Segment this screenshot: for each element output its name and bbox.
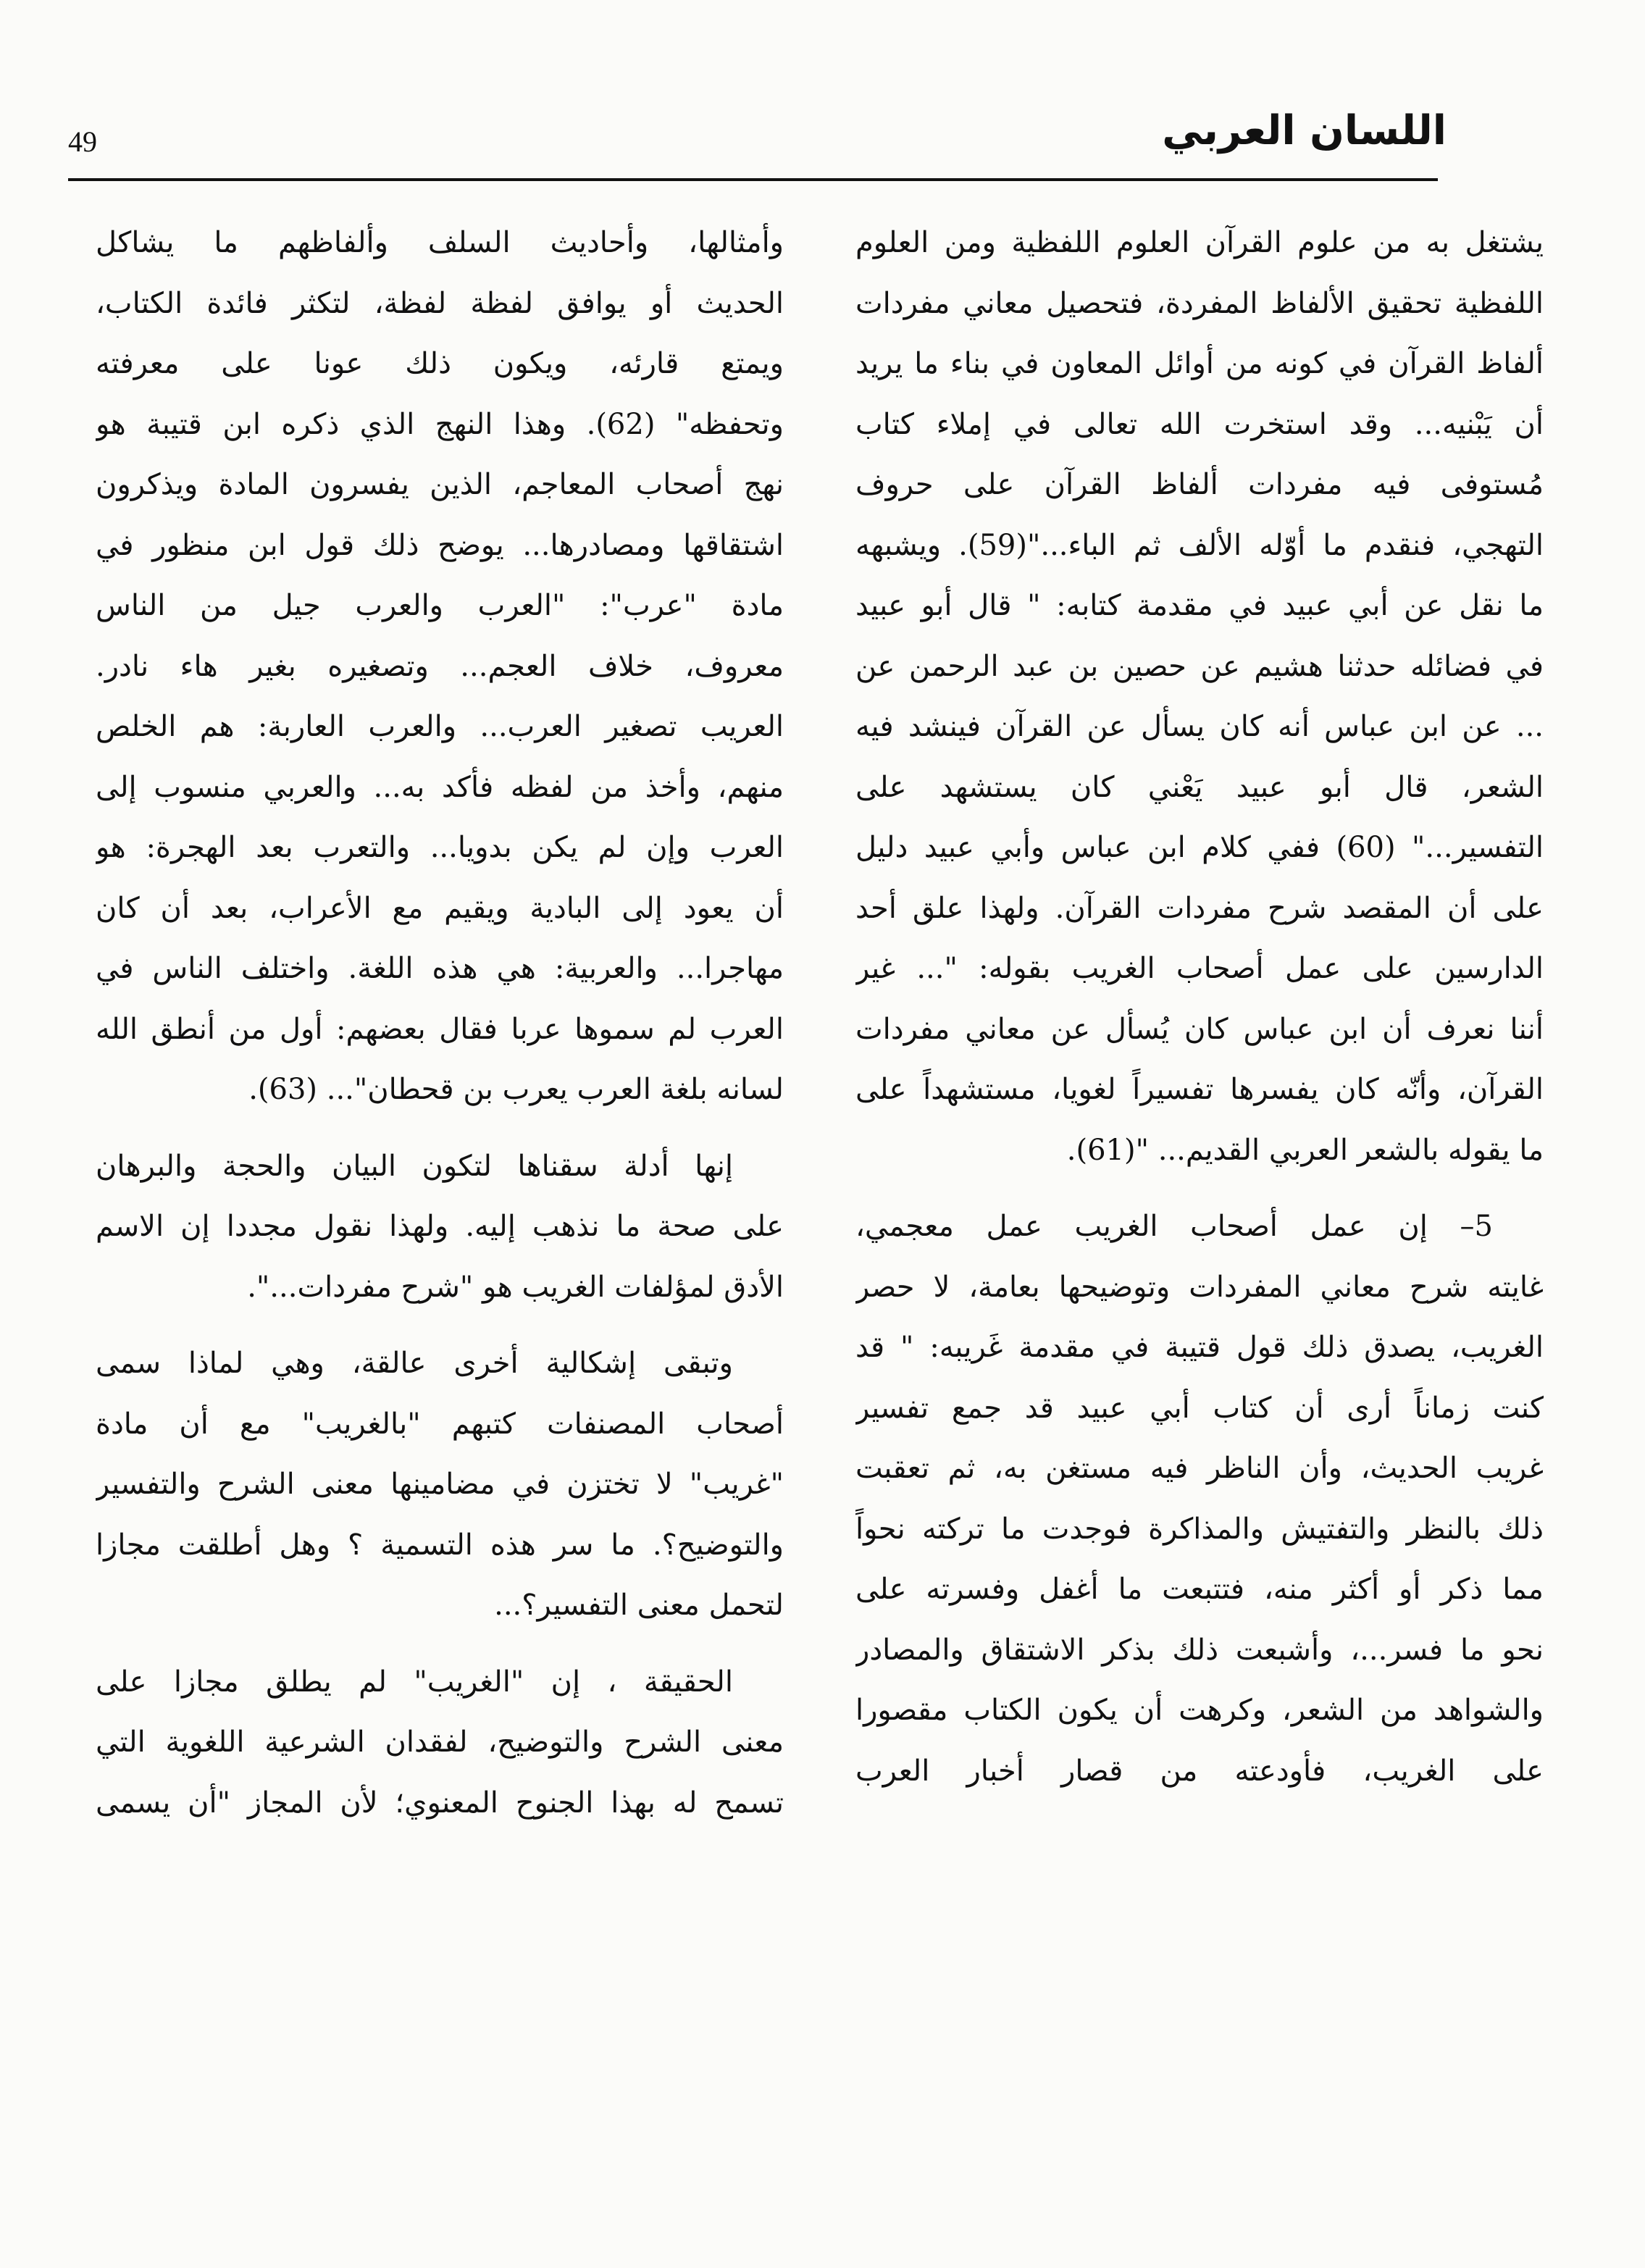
text-line: وتحفظه" (62). وهذا النهج الذي ذكره ابن قتيبة هو	[96, 407, 784, 441]
text-line: ذلك بالنظر والتفتيش والمذاكرة فوجدت ما تركته نحواً	[855, 1512, 1544, 1546]
text-line: ما يقوله بالشعر العربي القديم... "(61).	[1066, 1133, 1544, 1167]
text-line: على أن المقصد شرح مفردات القرآن. ولهذا علق أحد	[855, 891, 1544, 925]
text-line: وأمثالها، وأحاديث السلف وألفاظهم ما يشاكل	[96, 226, 784, 259]
text-line: اشتقاقها ومصادرها... يوضح ذلك قول ابن منظور في	[96, 528, 784, 562]
text-line: الشعر، قال أبو عبيد يَعْني كان يستشهد على	[855, 770, 1544, 804]
text-line: الحقيقة ، إن "الغريب" لم يطلق مجازا على	[96, 1665, 733, 1699]
text-line: الدارسين على عمل أصحاب الغريب بقوله: "... غير	[855, 952, 1544, 985]
text-line: تسمح له بهذا الجنوح المعنوي؛ لأن المجاز "أن يسمى	[96, 1786, 784, 1820]
text-line: الأدق لمؤلفات الغريب هو "شرح مفردات...".	[247, 1270, 784, 1304]
text-line: أصحاب المصنفات كتبهم "بالغريب" مع أن مادة	[96, 1407, 784, 1441]
text-line: والتوضيح؟. ما سر هذه التسمية ؟ وهل أطلقت مجازا	[96, 1528, 784, 1562]
text-line: ما نقل عن أبي عبيد في مقدمة كتابه: " قال أبو عبيد	[855, 589, 1544, 622]
left-column	[96, 213, 784, 1833]
text-line: معروف، خلاف العجم... وتصغيره بغير هاء نادر.	[96, 649, 784, 683]
text-line: الغريب، يصدق ذلك قول قتيبة في مقدمة غَريبه: " قد	[855, 1331, 1544, 1364]
right-column	[855, 213, 1544, 1802]
text-line: التفسير..." (60) ففي كلام ابن عباس وأبي عبيد دليل	[855, 831, 1544, 864]
text-line: نحو ما فسر...، وأشبعت ذلك بذكر الاشتقاق والمصادر	[855, 1633, 1544, 1667]
text-line: أننا نعرف أن ابن عباس كان يُسأل عن معاني مفردات	[855, 1012, 1544, 1046]
text-line: غايته شرح معاني المفردات وتوضيحها بعامة، لا حصر	[855, 1270, 1544, 1304]
text-line: كنت زماناً أرى أن كتاب أبي عبيد قد جمع تفسير	[855, 1391, 1544, 1425]
text-line: 5– إن عمل أصحاب الغريب عمل معجمي،	[855, 1210, 1493, 1243]
text-line: منهم، وأخذ من لفظه فأكد به... والعربي منسوب إلى	[96, 770, 784, 804]
text-line: ألفاظ القرآن في كونه من أوائل المعاون في بناء ما يريد	[855, 347, 1544, 380]
text-line: العرب وإن لم يكن بدويا... والتعرب بعد الهجرة: هو	[96, 831, 784, 864]
text-line: الحديث أو يوافق لفظة لفظة، لتكثر فائدة الكتاب،	[96, 286, 784, 320]
text-line: العرب لم سموها عربا فقال بعضهم: أول من أنطق الله	[96, 1012, 784, 1046]
text-line: يشتغل به من علوم القرآن العلوم اللفظية ومن العلوم	[855, 226, 1544, 259]
text-line: إنها أدلة سقناها لتكون البيان والحجة والبرهان	[96, 1149, 733, 1183]
text-line: القرآن، وأنّه كان يفسرها تفسيراً لغويا، مستشهداً على	[855, 1073, 1544, 1106]
text-line: وتبقى إشكالية أخرى عالقة، وهي لماذا سمى	[96, 1347, 733, 1380]
header-rule	[68, 178, 1438, 181]
page-number: 49	[68, 125, 97, 158]
text-line: التهجي، فنقدم ما أوّله الألف ثم الباء..."(59). ويشبهه	[855, 528, 1544, 562]
text-line: على صحة ما نذهب إليه. ولهذا نقول مجددا إن الاسم	[96, 1210, 784, 1243]
text-line: والشواهد من الشعر، وكرهت أن يكون الكتاب مقصورا	[855, 1694, 1544, 1727]
text-line: أن يعود إلى البادية ويقيم مع الأعراب، بعد أن كان	[96, 891, 784, 925]
text-line: اللفظية تحقيق الألفاظ المفردة، فتحصيل معاني مفردات	[855, 286, 1544, 320]
text-line: نهج أصحاب المعاجم، الذين يفسرون المادة ويذكرون	[96, 468, 784, 501]
text-line: مُستوفى فيه مفردات ألفاظ القرآن على حروف	[855, 468, 1544, 501]
text-line: معنى الشرح والتوضيح، لفقدان الشرعية اللغوية التي	[96, 1725, 784, 1759]
text-line: في فضائله حدثنا هشيم عن حصين بن عبد الرحمن عن	[855, 649, 1544, 683]
text-line: غريب الحديث، وأن الناظر فيه مستغن به، ثم تعقبت	[855, 1452, 1544, 1485]
text-line: أن يَبْنيه... وقد استخرت الله تعالى في إملاء كتاب	[855, 407, 1544, 441]
text-line: مهاجرا... والعربية: هي هذه اللغة. واختلف الناس في	[96, 952, 784, 985]
text-line: ويمتع قارئه، ويكون ذلك عونا على معرفته	[96, 347, 784, 380]
text-line: العريب تصغير العرب... والعرب العاربة: هم الخلص	[96, 710, 784, 743]
text-line: لسانه بلغة العرب يعرب بن قحطان"... (63).	[248, 1073, 784, 1106]
text-line: مما ذكر أو أكثر منه، فتتبعت ما أغفل وفسرته على	[855, 1573, 1544, 1606]
text-line: لتحمل معنى التفسير؟...	[494, 1589, 784, 1622]
text-line: "غريب" لا تختزن في مضامينها معنى الشرح والتفسير	[96, 1468, 784, 1501]
text-line: ... عن ابن عباس أنه كان يسأل عن القرآن فينشد فيه	[855, 710, 1544, 743]
text-line: على الغريب، فأودعته من قصار أخبار العرب	[855, 1754, 1544, 1788]
journal-title: اللسان العربي	[1162, 107, 1447, 154]
text-line: مادة "عرب": "العرب والعرب جيل من الناس	[96, 589, 784, 622]
